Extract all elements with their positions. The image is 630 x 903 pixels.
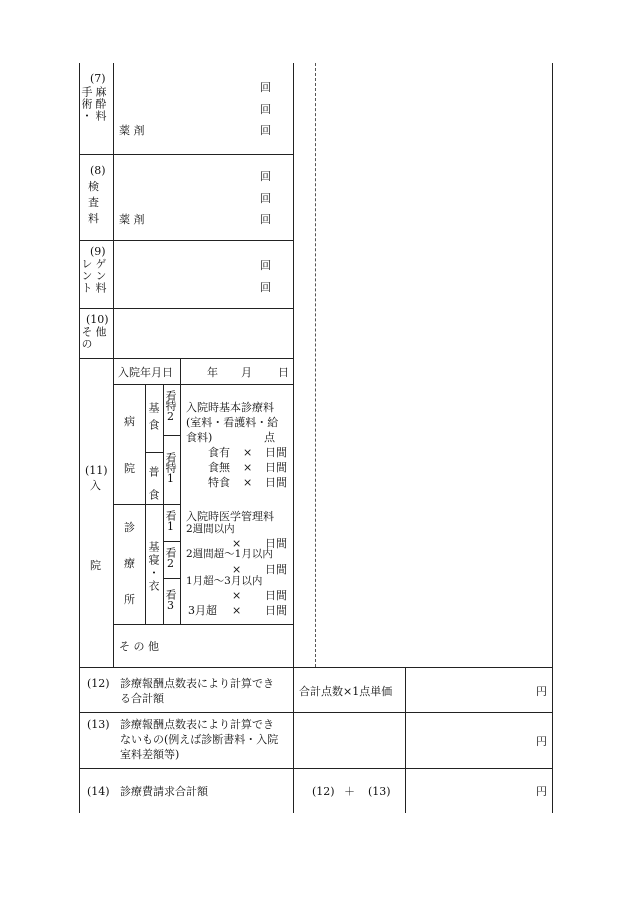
s7-kai-1: 回 <box>260 81 271 94</box>
basic-fee-title: 入院時基本診療料 <box>186 401 274 414</box>
date-hi: 日 <box>278 366 289 379</box>
s10-number: (10) <box>86 313 109 326</box>
s10-label-col2: 他 <box>94 326 107 338</box>
s9-label-col2: ゲン料 <box>94 258 107 294</box>
meal-row-2-label: 食無 <box>208 461 230 474</box>
byoin-char-1: 病 <box>124 415 135 428</box>
s13-number: (13) <box>87 718 110 731</box>
s7-yakuzai: 薬 剤 <box>119 124 145 137</box>
over3-times: × <box>232 604 242 617</box>
date-nen: 年 <box>207 366 218 379</box>
meal-row-2-times: × <box>243 461 253 474</box>
s9-kai-1: 回 <box>260 259 271 272</box>
s8-yakuzai: 薬 剤 <box>119 213 145 226</box>
mgmt-row-1-label: 2週間以内 <box>186 523 235 535</box>
kan-toku1-label: 看特1 <box>164 452 177 484</box>
mgmt-row-2-label: 2週間超～1月以内 <box>186 548 273 560</box>
mgmt-row-3-times: × <box>232 589 242 602</box>
meal-row-2-days: 日間 <box>265 461 287 474</box>
s8-number: (8) <box>90 164 106 177</box>
shinryojo-char-2: 療 <box>124 557 135 570</box>
byoin-char-2: 院 <box>124 462 135 475</box>
s11-other-label: そ の 他 <box>119 640 159 653</box>
meal-row-1-days: 日間 <box>265 446 287 459</box>
basic-fee-sub2: 食料) <box>186 431 213 444</box>
s13-desc-line1: 診療報酬点数表により計算でき <box>120 718 274 731</box>
meal-row-3-days: 日間 <box>265 476 287 489</box>
s10-label-col1: その <box>80 326 93 350</box>
s12-desc-line1: 診療報酬点数表により計算でき <box>120 677 274 690</box>
kan1-label: 看1 <box>164 510 177 532</box>
mgmt-row-2-days: 日間 <box>265 563 287 576</box>
kishin-label: 基寝・衣 <box>147 541 160 593</box>
s8-label-2: 査 <box>88 196 99 209</box>
s8-label-1: 検 <box>88 180 99 193</box>
s13-desc-line2: ないもの(例えば診断書料・入院 <box>120 733 279 746</box>
kan-toku2-label: 看特2 <box>164 390 177 422</box>
s12-number: (12) <box>87 677 110 690</box>
meal-row-3-label: 特食 <box>208 476 230 489</box>
s8-label-3: 料 <box>88 212 99 225</box>
kan2-label: 看2 <box>164 547 177 569</box>
over3-label: 3月超 <box>188 604 217 617</box>
s14-label: 診療費請求合計額 <box>120 785 208 798</box>
s12-yen: 円 <box>536 685 547 698</box>
s7-kai-3: 回 <box>260 124 271 137</box>
shinryojo-char-3: 所 <box>124 593 135 606</box>
s12-desc-line2: る合計額 <box>120 692 164 705</box>
s14-formula-a: (12) <box>312 785 335 798</box>
s9-number: (9) <box>90 245 106 258</box>
s7-kai-2: 回 <box>260 103 271 116</box>
mgmt-row-1-days: 日間 <box>265 537 287 550</box>
s7-number: (7) <box>90 72 106 85</box>
mgmt-row-3-days: 日間 <box>265 589 287 602</box>
dashed-divider <box>315 63 316 667</box>
s8-kai-3: 回 <box>260 213 271 226</box>
mgmt-row-3-label: 1月超～3月以内 <box>186 575 263 587</box>
s14-formula-plus: ＋ <box>344 785 355 798</box>
s12-calc: 合計点数×1点単価 <box>299 685 393 698</box>
ten-unit: 点 <box>264 431 275 444</box>
date-tsuki: 月 <box>241 366 252 379</box>
kan3-label: 看3 <box>164 589 177 611</box>
meal-row-1-label: 食有 <box>208 446 230 459</box>
over3-days: 日間 <box>265 604 287 617</box>
s8-kai-2: 回 <box>260 192 271 205</box>
s9-label-col1: レント <box>80 258 93 294</box>
admission-date-label: 入院年月日 <box>118 366 173 379</box>
fushoku-label: 普食 <box>147 466 160 512</box>
s8-kai-1: 回 <box>260 170 271 183</box>
s14-yen: 円 <box>536 785 547 798</box>
basic-fee-sub1: (室料・看護料・給 <box>186 416 279 429</box>
s7-label-col1: 手術・ <box>80 86 93 122</box>
med-mgmt-title: 入院時医学管理料 <box>186 510 274 523</box>
s11-label-bottom: 院 <box>90 559 101 572</box>
mgmt-row-2-times: × <box>232 563 242 576</box>
s11-number: (11) <box>85 464 108 477</box>
s14-number: (14) <box>87 785 110 798</box>
s11-label-top: 入 <box>90 479 101 492</box>
meal-row-3-times: × <box>243 476 253 489</box>
s13-yen: 円 <box>536 735 547 748</box>
meal-row-1-times: × <box>243 446 253 459</box>
s7-label-col2: 麻酔料 <box>94 86 107 122</box>
s13-desc-line3: 室料差額等) <box>120 748 180 761</box>
mgmt-row-1-times: × <box>232 537 242 550</box>
s14-formula-b: (13) <box>368 785 391 798</box>
shinryojo-char-1: 診 <box>124 521 135 534</box>
s9-kai-2: 回 <box>260 281 271 294</box>
kishoku-label: 基食 <box>147 402 160 436</box>
